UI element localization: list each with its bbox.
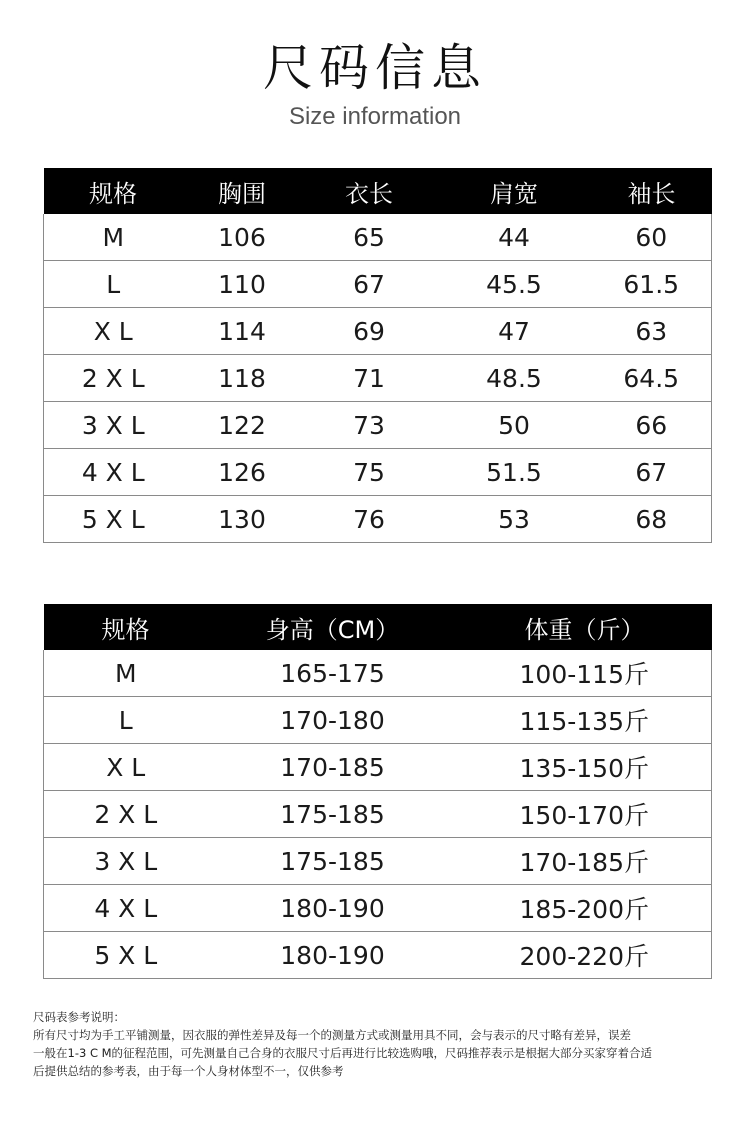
table-cell: X L xyxy=(44,308,183,355)
table-row xyxy=(44,744,712,791)
table-cell: 118 xyxy=(183,355,302,402)
table-header-row xyxy=(44,604,712,650)
table-cell: 170-185 xyxy=(208,744,458,791)
table-cell: L xyxy=(44,697,208,744)
header-cell: 规格 xyxy=(44,168,183,214)
table-cell: 53 xyxy=(437,496,592,543)
table-cell: 3 X L xyxy=(44,838,208,885)
table-cell: 71 xyxy=(302,355,437,402)
table-cell: 115-135斤 xyxy=(458,697,712,744)
table-cell: 106 xyxy=(183,214,302,261)
table-cell: 170-185斤 xyxy=(458,838,712,885)
table-row xyxy=(44,214,712,261)
table-cell: 180-190 xyxy=(208,885,458,932)
table-cell: 170-180 xyxy=(208,697,458,744)
table-row xyxy=(44,932,712,979)
table-cell: 180-190 xyxy=(208,932,458,979)
table-cell: 130 xyxy=(183,496,302,543)
table-row xyxy=(44,496,712,543)
header-cell: 身高（CM） xyxy=(208,604,458,650)
table-cell: 165-175 xyxy=(208,650,458,697)
table-cell: 3 X L xyxy=(44,402,183,449)
table-cell: 135-150斤 xyxy=(458,744,712,791)
notes-line: 所有尺寸均为手工平铺测量，因衣服的弹性差异及每一个的测量方式或测量用具不同，会与表示的尺寸略有差异，误差 xyxy=(33,1028,631,1042)
header-cell: 体重（斤） xyxy=(458,604,712,650)
table-row xyxy=(44,885,712,932)
table-cell: 5 X L xyxy=(44,932,208,979)
table-row xyxy=(44,838,712,885)
table-cell: 110 xyxy=(183,261,302,308)
table-row xyxy=(44,449,712,496)
notes-heading: 尺码表参考说明： xyxy=(33,1010,125,1024)
table-cell: 185-200斤 xyxy=(458,885,712,932)
table-cell: 2 X L xyxy=(44,355,183,402)
table-cell: 61.5 xyxy=(592,261,712,308)
table-cell: 100-115斤 xyxy=(458,650,712,697)
table-row xyxy=(44,791,712,838)
table-cell: 122 xyxy=(183,402,302,449)
table-cell: 76 xyxy=(302,496,437,543)
table-cell: 69 xyxy=(302,308,437,355)
size-recommendation-table xyxy=(43,604,712,979)
header-cell: 规格 xyxy=(44,604,208,650)
table-row xyxy=(44,308,712,355)
table-cell: 2 X L xyxy=(44,791,208,838)
table-cell: 4 X L xyxy=(44,449,183,496)
table-cell: 66 xyxy=(592,402,712,449)
table-row xyxy=(44,650,712,697)
table-cell: 4 X L xyxy=(44,885,208,932)
header-cell: 衣长 xyxy=(302,168,437,214)
table-cell: 48.5 xyxy=(437,355,592,402)
header-cell: 肩宽 xyxy=(437,168,592,214)
table-cell: 200-220斤 xyxy=(458,932,712,979)
table-cell: 67 xyxy=(302,261,437,308)
table-cell: 175-185 xyxy=(208,838,458,885)
table-cell: 114 xyxy=(183,308,302,355)
table-cell: 175-185 xyxy=(208,791,458,838)
table-header-row xyxy=(44,168,712,214)
table-row xyxy=(44,261,712,308)
table-cell: 64.5 xyxy=(592,355,712,402)
table-cell: 68 xyxy=(592,496,712,543)
size-notes xyxy=(33,1008,723,1080)
header-cell: 袖长 xyxy=(592,168,712,214)
table-cell: 126 xyxy=(183,449,302,496)
table-cell: 45.5 xyxy=(437,261,592,308)
table-cell: 50 xyxy=(437,402,592,449)
table-row xyxy=(44,697,712,744)
table-cell: 75 xyxy=(302,449,437,496)
table-cell: 5 X L xyxy=(44,496,183,543)
table-cell: 44 xyxy=(437,214,592,261)
table-row xyxy=(44,402,712,449)
table-cell: 51.5 xyxy=(437,449,592,496)
table-cell: M xyxy=(44,214,183,261)
notes-line: 后提供总结的参考表，由于每一个人身材体型不一，仅供参考 xyxy=(33,1064,344,1078)
table-cell: 65 xyxy=(302,214,437,261)
header-cell: 胸围 xyxy=(183,168,302,214)
table-cell: 60 xyxy=(592,214,712,261)
table-cell: L xyxy=(44,261,183,308)
table-cell: 47 xyxy=(437,308,592,355)
notes-line: 一般在1-3 C M的征程范围，可先测量自己合身的衣服尺寸后再进行比较选购哦，尺码推荐表示是根据大部分买家穿着合适 xyxy=(33,1046,653,1060)
table-cell: 73 xyxy=(302,402,437,449)
page-title: 尺码信息 xyxy=(263,39,487,97)
table-cell: 63 xyxy=(592,308,712,355)
table-cell: X L xyxy=(44,744,208,791)
table-row xyxy=(44,355,712,402)
table-cell: 67 xyxy=(592,449,712,496)
table-cell: M xyxy=(44,650,208,697)
table-cell: 150-170斤 xyxy=(458,791,712,838)
garment-size-table xyxy=(43,168,712,543)
page-subtitle: Size information xyxy=(288,103,462,130)
